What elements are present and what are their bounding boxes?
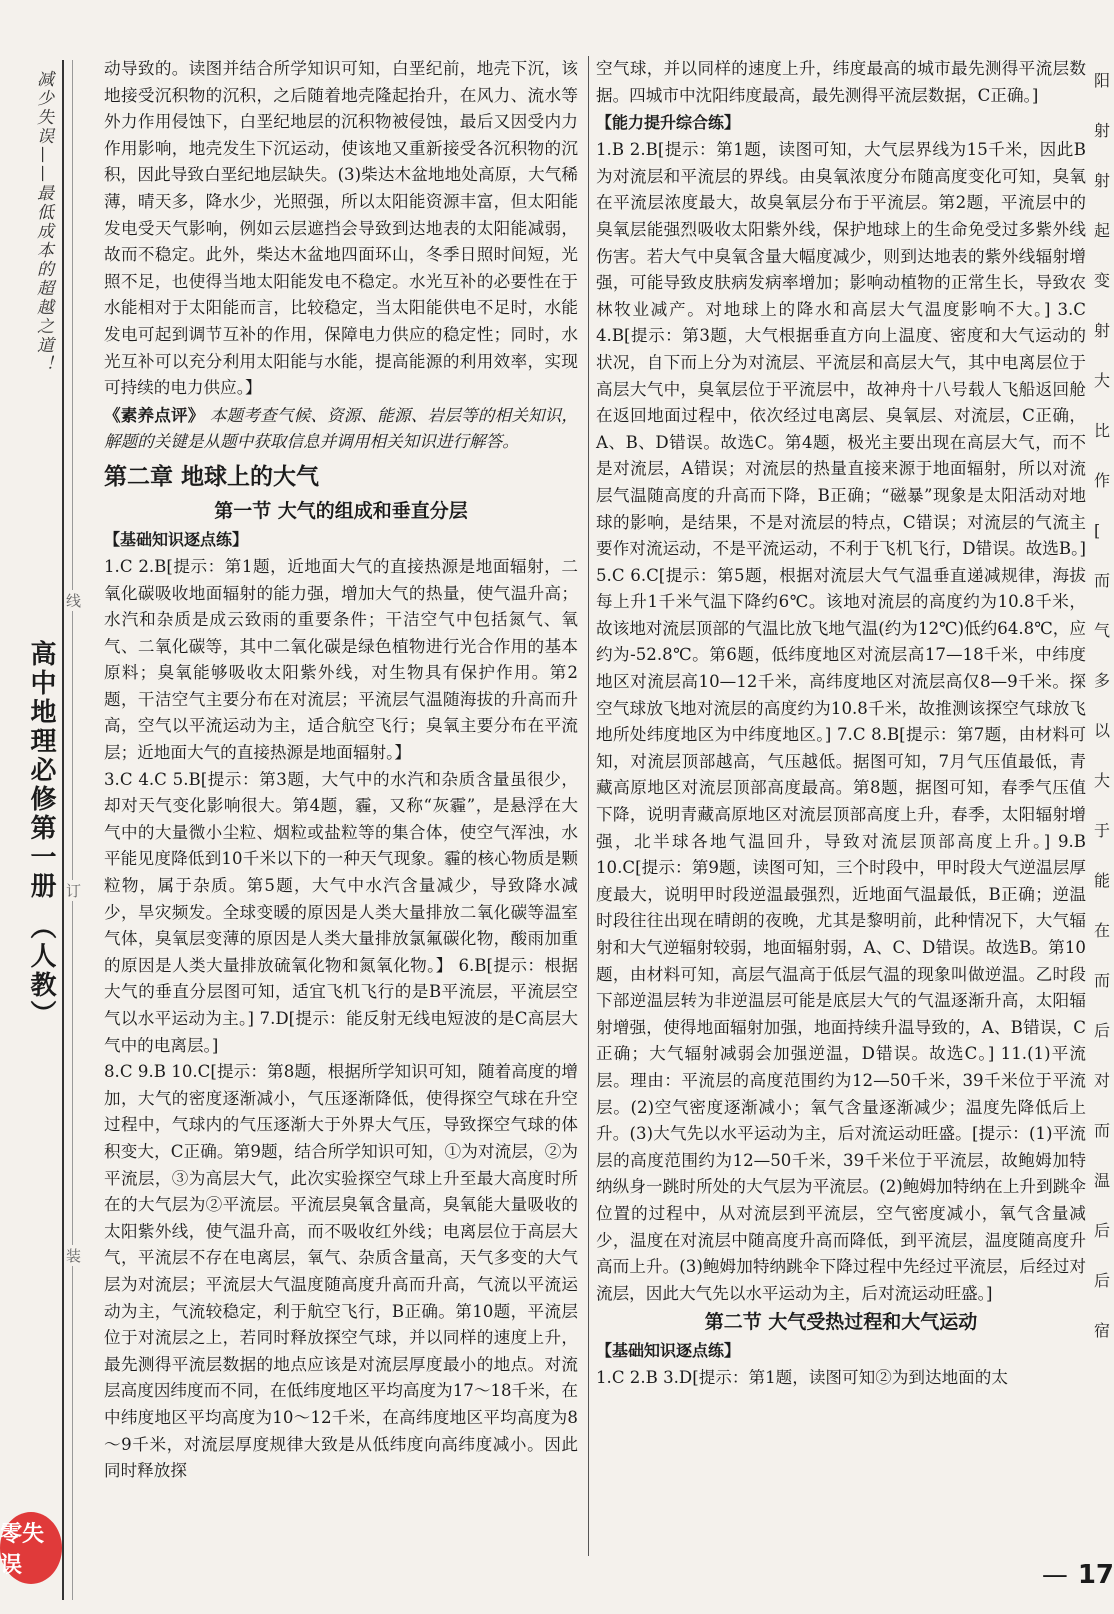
- chapter-title: 第二章 地球上的大气: [104, 463, 320, 490]
- book-title: 高中地理必修第一册 （人教）: [26, 640, 56, 1030]
- edge-char: 气: [1094, 621, 1111, 640]
- edge-char: 而: [1094, 1121, 1111, 1140]
- binding-mark-order: 订: [66, 882, 82, 900]
- edge-char: 后: [1094, 1221, 1111, 1240]
- edge-char: 阳: [1094, 71, 1111, 90]
- edge-char: 射: [1094, 321, 1111, 340]
- page-number: — 17: [1041, 1560, 1114, 1590]
- paragraph: 1.C 2.B[提示：第1题，近地面大气的直接热源是地面辐射，二氧化碳吸收地面辐射的能力强，增加大气的热量，使气温升高；水汽和杂质是成云致雨的重要条件；干洁空气中包括氮气、氧气、二氧化碳等，其中二氧化碳是绿色植物进行光合作用的基本原料；臭氧能够吸收太阳紫外线，对生物具有保护作用。第2题，干洁空气主要分布在对流层；平流层气温随海拔的升高而升高，空气以平流运动为主，适合航空飞行；臭氧主要分布在平流层；近地面大气的直接热源是地面辐射。】: [104, 556, 578, 763]
- binding-mark-line: 线: [66, 592, 82, 610]
- edge-char: 变: [1094, 271, 1111, 290]
- exercise-label: 【基础知识逐点练】: [596, 1341, 741, 1361]
- edge-char: 以: [1094, 721, 1111, 740]
- paragraph: 空气球，并以同样的速度上升，纬度最高的城市最先测得平流层数据。四城市中沈阳纬度最高，最先测得平流层数据，C正确。]: [596, 59, 1086, 105]
- edge-char: 后: [1094, 1271, 1111, 1290]
- section-title: 第二节 大气受热过程和大气运动: [704, 1311, 978, 1334]
- paragraph: 1.B 2.B[提示：第1题，读图可知，大气层界线为15千米，因此B为对流层和平流层的界线。由臭氧浓度分布随高度变化可知，臭氧在平流层浓度最大，故臭氧层分布于平流层。第2题，平流层中的臭氧层能强烈吸收太阳紫外线，保护地球上的生命免受过多紫外线伤害。若大气中臭氧含量大幅度减少，则到达地表的紫外线辐射增强，可能导致皮肤病发病率增加；影响动植物的正常生长，导致农林牧业减产。对地球上的降水和高层大气温度影响不大。] 3.C 4.B[提示：第3题，大气根据垂直方向上温度、密度和大气运动的状况，自下而上分为对流层、平流层和高层大气，其中电离层位于高层大气中，臭氧层位于平流层中，故神舟十八号载人飞船返回舱在返回地面过程中，依次经过电离层、臭氧层、对流层，C正确，A、B、D错误。故选C。第4题，极光主要出现在高层大气，而不是对流层，A错误；对流层的热量直接来源于地面辐射，所以对流层气温随高度的升高而下降，B正确；“磁暴”现象是太阳活动对地球的影响，是结果，不是对流层的特点，C错误；对流层的气流主要作对流运动，不是平流运动，不利于飞机飞行，D错误。故选B。] 5.C 6.C[提示：第5题，根据对流层大气气温垂直递减规律，海拔每上升1千米气温下降约6℃。该地对流层的高度约为10.8千米，故该地对流层顶部的气温比放飞地气温(约为12℃)低约64.8℃，应约为-52.8℃。第6题，低纬度地区对流层高17—18千米，中纬度地区对流层高10—12千米，高纬度地区对流层高仅8—9千米。探空气球放飞地对流层的高度约为10.8千米，故推测该探空气球放飞地所处纬度地区为中纬度地区。] 7.C 8.B[提示：第7题，由材料可知，对流层顶部越高，气压越低。据图可知，7月气压值最低，青藏高原地区对流层顶部高度最高。第8题，据图可知，春季气压值下降，说明青藏高原地区对流层顶部高度上升，春季，太阳辐射增强，北半球各地气温回升，导致对流层顶部高度上升。] 9.B 10.C[提示：第9题，读图可知，三个时段中，甲时段大气逆温层厚度最大，说明甲时段逆温最强烈，近地面气温最低，B正确；逆温时段往往出现在晴朗的夜晚，尤其是黎明前，此种情况下，大气辐射和大气逆辐射较弱，地面辐射弱，A、C、D错误。故选B。第10题，由材料可知，高层气温高于低层气温的现象叫做逆温。乙时段下部逆温层转为非逆温层可能是底层大气的气温逐渐升高，太阳辐射增强，使得地面辐射加强，地面持续升温导致的，A、B错误，C正确；大气辐射减弱会加强逆温，D错误。故选C。] 11.(1)平流层。理由：平流层的高度范围约为12—50千米，39千米位于平流层。(2)空气密度逐渐减小；氧气含量逐渐减少；温度先降低后上升。(3)大气先以水平运动为主，后对流运动旺盛。[提示：(1)平流层的高度范围约为12—50千米，39千米位于平流层，故鲍姆加特纳纵身一跳时所处的大气层为平流层。(2)鲍姆加特纳在上升到跳伞位置的过程中，从对流层到平流层，空气密度减小，氧气含量减少，温度在对流层中随高度升高而降低，到平流层，温度随高度升高而上升。(3)鲍姆加特纳跳伞下降过程中先经过平流层，后经过对流层，因此大气先以水平运动为主，后对流运动旺盛。]: [596, 140, 1086, 1303]
- edge-char: [: [1094, 521, 1101, 540]
- paragraph: 1.C 2.B 3.D[提示：第1题，读图可知②为到达地面的太: [596, 1368, 1008, 1388]
- edge-char: 射: [1094, 171, 1111, 190]
- comment-block: [104, 402, 578, 456]
- edge-char: 比: [1094, 421, 1111, 440]
- page-number-value: 17: [1077, 1560, 1114, 1590]
- edge-char: 宿: [1094, 1321, 1111, 1340]
- side-rule-thin: [72, 60, 73, 1600]
- edge-char: 射: [1094, 121, 1111, 140]
- edge-char: 在: [1094, 921, 1111, 940]
- paragraph: 动导致的。读图并结合所学知识可知，白垩纪前，地壳下沉，该地接受沉积物的沉积，之后随着地壳隆起抬升，在风力、流水等外力作用侵蚀下，白垩纪地层的沉积物被侵蚀，最后又因受内力作用影响，地壳发生下沉运动，使该地又重新接受各沉积物的沉积，因此导致白垩纪地层缺失。(3)柴达木盆地地处高原，大气稀薄，晴天多，降水少，光照强，所以太阳能资源丰富，但太阳能发电受天气影响，例如云层遮挡会导致到达地表的太阳能减弱，故而不稳定。此外，柴达木盆地四面环山，冬季日照时间短，光照不足，也使得当地太阳能发电不稳定。水光互补的必要性在于水能相对于太阳能而言，比较稳定，当太阳能供电不足时，水能发电可起到调节互补的作用，保障电力供应的稳定性；同时，水光互补可以充分利用太阳能与水能，提高能源的利用效率，实现可持续的电力供应。】: [104, 59, 578, 398]
- paragraph: 8.C 9.B 10.C[提示：第8题，根据所学知识可知，随着高度的增加，大气的密度逐渐减小，气压逐渐降低，使得探空气球在升空过程中，气球内的气压逐渐大于外界大气压，导致探空气球的体积变大，C正确。第9题，结合所学知识可知，①为对流层，②为平流层，③为高层大气，此次实验探空气球上升至最大高度时所在的大气层为②平流层。平流层臭氧含量高，臭氧能大量吸收的太阳紫外线，使气温升高，而不吸收红外线；电离层位于高层大气，平流层不存在电离层，氧气、杂质含量高，天气多变的大气层为对流层；平流层大气温度随高度升高而升高，气流以平流运动为主，气流较稳定，利于航空飞行，B正确。第10题，平流层位于对流层之上，若同时释放探空气球，并以同样的速度上升，最先测得平流层数据的地点应该是对流层厚度最小的地点。对流层高度因纬度而不同，在低纬度地区平均高度为17～18千米，在中纬度地区平均高度为10～12千米，在高纬度地区平均高度为8～9千米，对流层厚度规律大致是从低纬度向高纬度减小。因此同时释放探: [104, 1062, 578, 1481]
- exercise-label: 【能力提升综合练】: [596, 113, 741, 133]
- column-divider: [588, 56, 589, 1556]
- next-page-edge: [1094, 56, 1114, 1356]
- edge-char: 后: [1094, 1021, 1111, 1040]
- left-column: [104, 56, 578, 1485]
- edge-char: 多: [1094, 671, 1111, 690]
- edge-char: 能: [1094, 871, 1111, 890]
- publisher-logo: 零失误: [0, 1512, 62, 1584]
- exercise-label: 【基础知识逐点练】: [104, 529, 249, 549]
- paragraph: 3.C 4.C 5.B[提示：第3题，大气中的水汽和杂质含量虽很少，却对天气变化影响很大。第4题，霾，又称“灰霾”，是悬浮在大气中的大量微小尘粒、烟粒或盐粒等的集合体，使空气浑浊，水平能见度降低到10千米以下的一种天气现象。霾的核心物质是颗粒物，属于杂质。第5题，大气中水汽含量减少，导致降水减少，旱灾频发。全球变暖的原因是人类大量排放二氧化碳等温室气体，臭氧层变薄的原因是人类大量排放氯氟碳化物，酸雨加重的原因是人类大量排放硫氧化物和氮氧化物。】 6.B[提示：根据大气的垂直分层图可知，适宜飞机飞行的是B平流层，平流层空气以水平运动为主。] 7.D[提示：能反射无线电短波的是C高层大气中的电离层。]: [104, 769, 578, 1055]
- edge-char: 而: [1094, 971, 1111, 990]
- edge-char: 而: [1094, 571, 1111, 590]
- edge-char: 温: [1094, 1171, 1111, 1190]
- edge-char: 于: [1094, 821, 1111, 840]
- right-column: [596, 56, 1086, 1392]
- comment-label: 《素养点评》: [104, 404, 205, 425]
- side-slogan: 减少失误——最低成本的超越之道！: [33, 70, 53, 374]
- edge-char: 起: [1094, 221, 1111, 240]
- section-title: 第一节 大气的组成和垂直分层: [214, 499, 468, 522]
- edge-char: 对: [1094, 1071, 1111, 1090]
- comment-text: 本题考查气候、资源、能源、岩层等的相关知识，解题的关键是从题中获取信息并调用相关知识进行解答。: [104, 405, 579, 452]
- edge-char: 大: [1094, 371, 1111, 390]
- side-rule: [62, 60, 64, 1600]
- edge-char: 作: [1094, 471, 1111, 490]
- binding-mark-bind: 装: [66, 1247, 82, 1265]
- edge-char: 大: [1094, 771, 1111, 790]
